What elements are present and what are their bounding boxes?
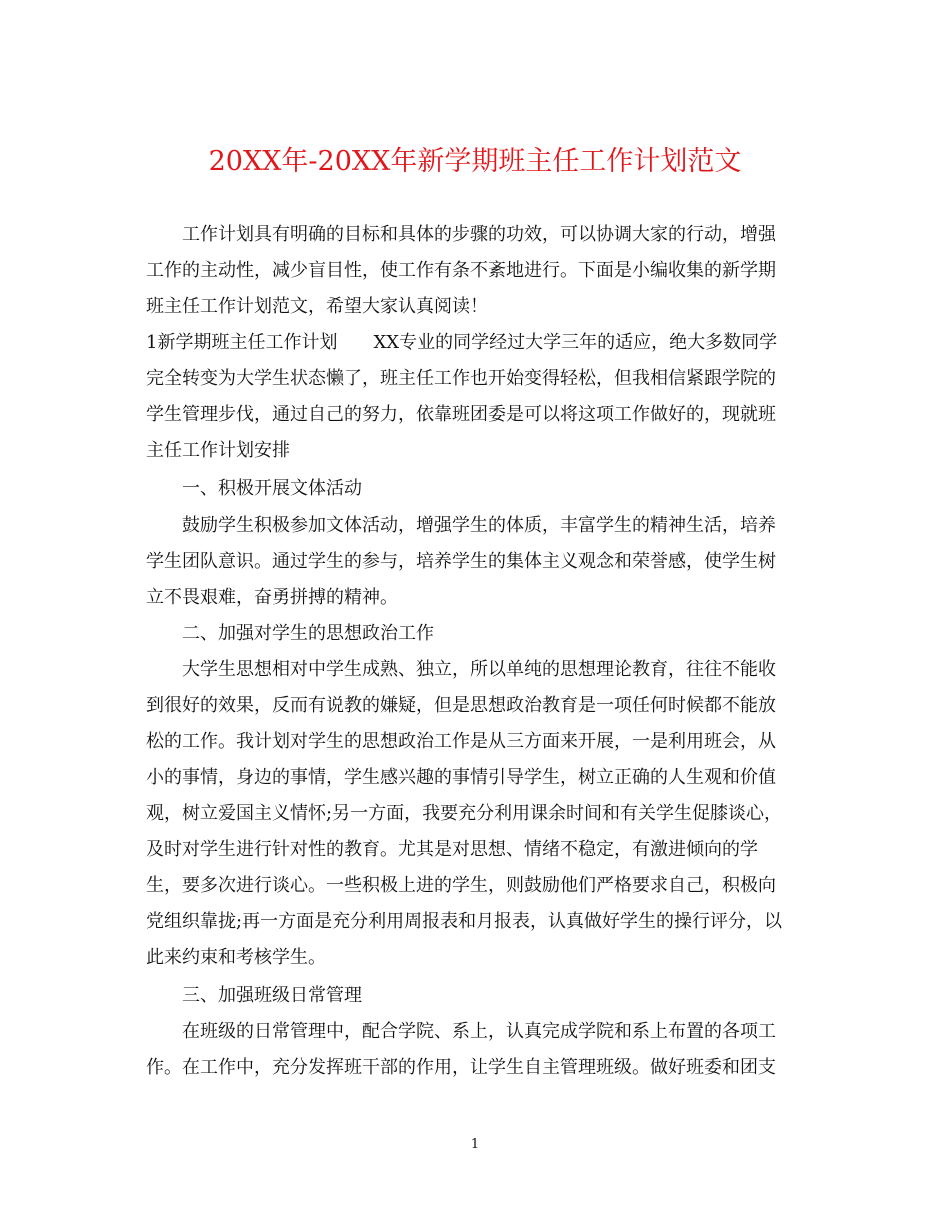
body-line: 学生团队意识。通过学生的参与，培养学生的集体主义观念和荣誉感，使学生树	[146, 551, 776, 572]
section-heading: 一、积极开展文体活动	[182, 478, 362, 499]
body-line: 完全转变为大学生状态懒了，班主任工作也开始变得轻松，但我相信紧跟学院的	[146, 368, 776, 389]
body-line: 此来约束和考核学生。	[146, 947, 326, 968]
page-number: 1	[470, 1137, 480, 1152]
section-heading: 三、加强班级日常管理	[182, 985, 362, 1006]
body-line: 松的工作。我计划对学生的思想政治工作是从三方面来开展，一是利用班会，从	[146, 731, 776, 752]
section-heading: 二、加强对学生的思想政治工作	[182, 623, 434, 644]
body-line: 观，树立爱国主义情怀;另一方面，我要充分利用课余时间和有关学生促膝谈心，	[146, 803, 783, 824]
body-line: 及时对学生进行针对性的教育。尤其是对思想、情绪不稳定，有激进倾向的学	[146, 839, 758, 860]
body-line: 到很好的效果，反而有说教的嫌疑，但是思想政治教育是一项任何时候都不能放	[146, 695, 776, 716]
body-line: 鼓励学生积极参加文体活动，增强学生的体质，丰富学生的精神生活，培养	[182, 515, 776, 536]
document-title: 20XX年-20XX年新学期班主任工作计划范文	[208, 146, 742, 177]
body-line: 1新学期班主任工作计划 XX专业的同学经过大学三年的适应，绝大多数同学	[146, 332, 778, 353]
body-line: 生，要多次进行谈心。一些积极上进的学生，则鼓励他们严格要求自己，积极向	[146, 875, 776, 896]
body-line: 工作计划具有明确的目标和具体的步骤的功效，可以协调大家的行动，增强	[182, 224, 776, 245]
body-line: 大学生思想相对中学生成熟、独立，所以单纯的思想理论教育，往往不能收	[182, 659, 776, 680]
body-line: 主任工作计划安排	[146, 440, 290, 461]
body-line: 作。在工作中，充分发挥班干部的作用，让学生自主管理班级。做好班委和团支	[146, 1057, 776, 1078]
body-line: 立不畏艰难，奋勇拼搏的精神。	[146, 587, 398, 608]
body-line: 学生管理步伐，通过自己的努力，依靠班团委是可以将这项工作做好的，现就班	[146, 404, 776, 425]
body-line: 工作的主动性，减少盲目性，使工作有条不紊地进行。下面是小编收集的新学期	[146, 260, 776, 281]
body-line: 在班级的日常管理中，配合学院、系上，认真完成学院和系上布置的各项工	[182, 1021, 776, 1042]
body-line: 小的事情，身边的事情，学生感兴趣的事情引导学生，树立正确的人生观和价值	[146, 767, 776, 788]
body-line: 党组织靠拢;再一方面是充分利用周报表和月报表，认真做好学生的操行评分，以	[146, 911, 783, 932]
body-line: 班主任工作计划范文，希望大家认真阅读！	[146, 296, 488, 317]
